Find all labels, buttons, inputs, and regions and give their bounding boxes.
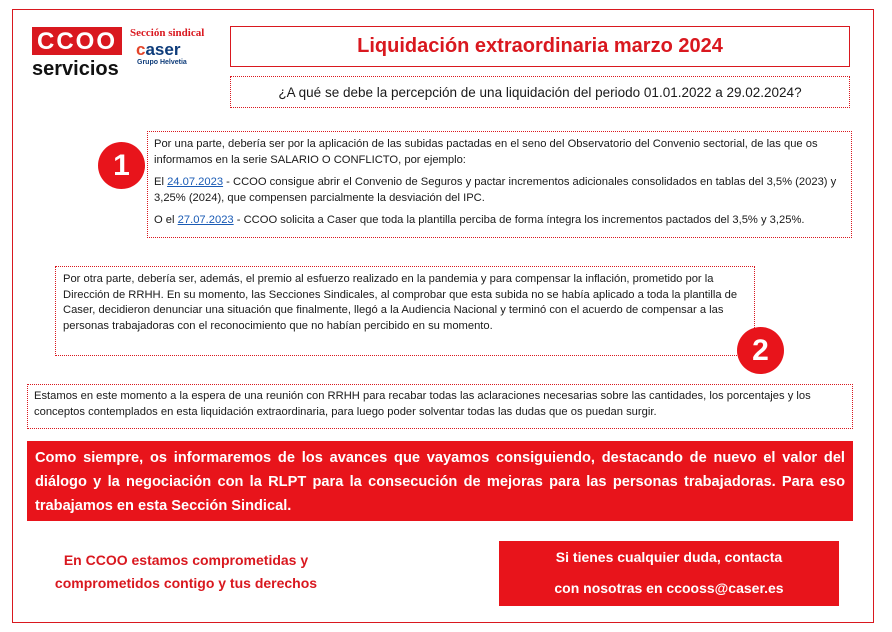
date-link-24-07-2023[interactable]: 24.07.2023 xyxy=(167,176,224,188)
logo-ccoo-text: CCOO xyxy=(37,28,117,55)
logo-servicios-text: servicios xyxy=(32,58,119,80)
ccoo-servicios-logo xyxy=(32,27,122,81)
title-box xyxy=(230,26,850,67)
section-2-text: Por otra parte, debería ser, además, el premio al esfuerzo realizado en la pandemia y para compensar la inflación, prometido por la Dirección de RRHH. En su momento, las Secciones Sindicales, al comprobar que esta subida no se había aplicado a toda la plantilla de Caser, decidieron denunciar una situación que finalmente, llegó a la Audiencia Nacional y terminó con el acuerdo de compensar a las personas trabajadoras con el reconocimiento que no habían percibido en su momento. xyxy=(63,273,738,332)
date-link-27-07-2023[interactable]: 27.07.2023 xyxy=(177,214,234,226)
item-1-prefix: El xyxy=(154,176,168,188)
commitment-line-2: comprometidos contigo y tus derechos xyxy=(54,575,318,591)
commitment-line-1: En CCOO estamos comprometidas y xyxy=(63,552,309,568)
seccion-sindical-label: Sección sindical xyxy=(130,27,205,39)
contact-email-line[interactable]: con nosotras en ccooss@caser.es xyxy=(554,580,784,596)
grupo-helvetia-label: Grupo Helvetia xyxy=(137,59,187,66)
page-title: Liquidación extraordinaria marzo 2024 xyxy=(357,35,723,57)
question-text: ¿A qué se debe la percepción de una liquidación del periodo 01.01.2022 a 29.02.2024? xyxy=(278,84,802,100)
contact-box xyxy=(499,541,839,606)
section-1-box xyxy=(147,131,852,238)
section-1-item-2 xyxy=(154,213,845,229)
question-box xyxy=(230,76,850,108)
number-badge-1: 1 xyxy=(98,142,145,189)
highlight-banner xyxy=(27,441,853,521)
section-1-intro: Por una parte, debería ser por la aplicación de las subidas pactadas en el seno del Observatorio del Convenio sectorial, de las que os informamos en la serie SALARIO O CONFLICTO, por ejemplo: xyxy=(154,138,818,166)
item-1-text: - CCOO consigue abrir el Convenio de Seguros y pactar incrementos adicionales consolidados en tablas del 3,5% (2023) y 3,25% (2024), que compensen parcialmente la desviación del IPC. xyxy=(154,176,837,204)
section-1-item-1 xyxy=(154,175,845,206)
section-2-box xyxy=(55,266,755,356)
caser-logo-text: aser xyxy=(145,40,181,59)
number-badge-2: 2 xyxy=(737,327,784,374)
section-3-text: Estamos en este momento a la espera de una reunión con RRHH para recabar todas las aclaraciones necesarias sobre las cantidades, los porcentajes y los conceptos contemplados en esta liquidación extraordinaria, para luego poder solventar todas las dudas que os puedan surgir. xyxy=(34,390,811,418)
banner-text: Como siempre, os informaremos de los avances que vayamos consiguiendo, destacando de nuevo el valor del diálogo y la negociación con la RLPT para la consecución de mejoras para las personas trabajadoras. Para eso trabajamos en esta Sección Sindical. xyxy=(35,450,845,514)
section-3-box xyxy=(27,384,853,429)
item-2-prefix: O el xyxy=(154,214,178,226)
contact-line-1: Si tienes cualquier duda, contacta xyxy=(555,549,783,565)
caser-logo-mark: c xyxy=(136,40,146,59)
caser-logo xyxy=(136,41,180,59)
item-2-text: - CCOO solicita a Caser que toda la plantilla perciba de forma íntegra los incrementos pactados del 3,5% y 3,25%. xyxy=(233,214,805,226)
commitment-text xyxy=(36,549,336,595)
